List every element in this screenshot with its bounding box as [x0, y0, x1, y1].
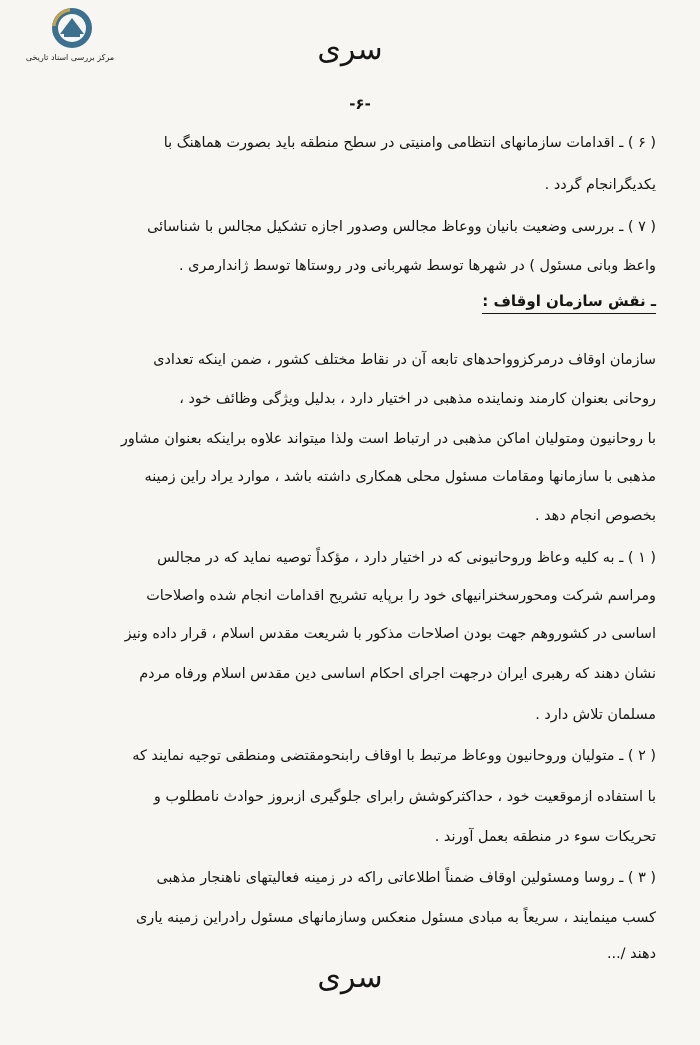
text-line: روحانی بعنوان کارمند ونماینده مذهبی در اختیار دارد ، بدلیل ویژگی وظائف خود ، — [179, 391, 656, 407]
text-line: ( ۲ ) ـ متولیان وروحانیون ووعاظ مرتبط با اوقاف رابنحومقتضی ومنطقی توجیه نمایند که — [132, 748, 656, 764]
section-heading-text: ـ نقش سازمان اوقاف : — [482, 292, 656, 314]
text-line: با استفاده ازموقعیت خود ، حداکثرکوشش رابرای جلوگیری ازبروز حوادث نامطلوب و — [153, 789, 656, 805]
text-line: واعظ وبانی مسئول ) در شهرها توسط شهربانی ودر روستاها توسط ژاندارمری . — [178, 258, 656, 274]
archive-center-emblem-icon — [50, 6, 94, 50]
text-line: تحریکات سوء در منطقه بعمل آورند . — [434, 829, 656, 845]
text-line: نشان دهند که رهبری ایران درجهت اجرای احکام اساسی دین مقدس اسلام ورفاه مردم — [139, 666, 656, 682]
classification-top: سری — [317, 32, 383, 67]
text-line: دهند /... — [606, 946, 656, 962]
text-line: ( ۷ ) ـ بررسی وضعیت بانیان ووعاظ مجالس وصدور اجازه تشکیل مجالس با شناسائی — [147, 219, 656, 235]
text-line: مذهبی با سازمانها ومقامات مسئول محلی همکاری داشته باشد ، موارد یراد راین زمینه — [144, 469, 656, 485]
archive-logo — [14, 6, 124, 68]
archive-logo-text: مرکز بررسی اسناد تاریخی — [25, 53, 115, 62]
text-line: مسلمان تلاش دارد . — [535, 707, 656, 723]
text-line: با روحانیون ومتولیان اماکن مذهبی در ارتباط است ولذا میتواند علاوه براینکه بعنوان مشاور — [120, 431, 656, 447]
classification-bottom: سری — [317, 960, 383, 995]
text-line: ( ۶ ) ـ اقدامات سازمانهای انتظامی وامنیتی در سطح منطقه باید بصورت هماهنگ با — [163, 135, 656, 151]
text-line: ومراسم شرکت ومحورسخنرانیهای خود را برپایه تشریح اقدامات انجام شده واصلاحات — [146, 588, 656, 604]
text-line: یکدیگرانجام گردد . — [544, 177, 656, 193]
text-line: ( ۳ ) ـ روسا ومسئولین اوقاف ضمناً اطلاعاتی راکه در زمینه فعالیتهای ناهنجار مذهبی — [156, 870, 656, 886]
page-number: -۶- — [349, 95, 371, 113]
text-line: ( ۱ ) ـ به کلیه وعاظ وروحانیونی که در اختیار دارد ، مؤکداً توصیه نماید که در مجالس — [157, 550, 656, 566]
text-line: کسب مینمایند ، سریعاً به مبادی مسئول منعکس وسازمانهای مسئول رادراین زمینه یاری — [135, 910, 656, 926]
section-heading — [482, 292, 656, 310]
text-line: سازمان اوقاف درمرکزوواحدهای تابعه آن در نقاط مختلف کشور ، ضمن اینکه تعدادی — [153, 352, 656, 368]
text-line: اساسی در کشوروهم جهت بودن اصلاحات مذکور با شریعت مقدس اسلام ، قرار داده ونیز — [124, 626, 656, 642]
text-line: بخصوص انجام دهد . — [534, 508, 656, 524]
